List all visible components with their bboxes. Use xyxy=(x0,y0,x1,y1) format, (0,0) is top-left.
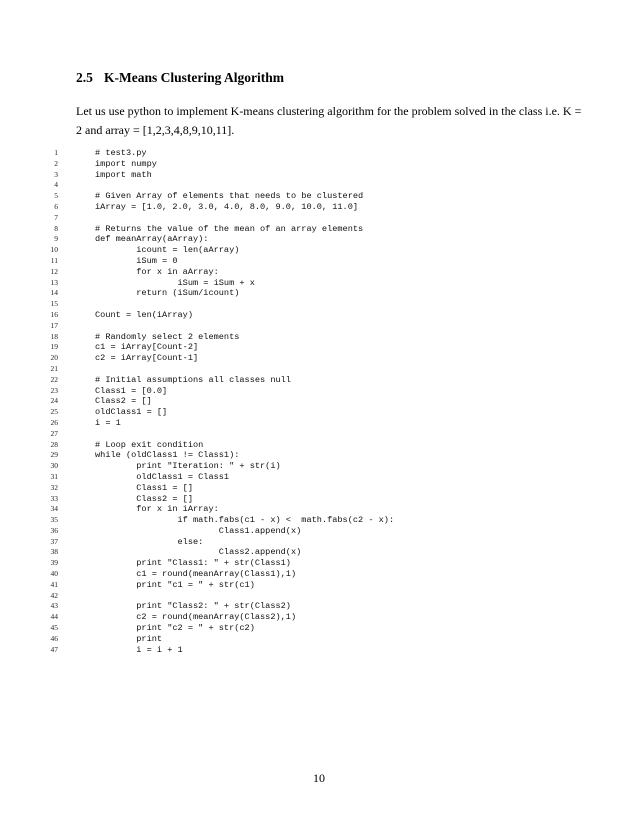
line-number: 9 xyxy=(54,234,58,244)
code-text: c1 = round(meanArray(Class1),1) xyxy=(95,569,297,580)
line-number: 1 xyxy=(54,148,58,157)
code-line xyxy=(0,332,638,343)
code-line xyxy=(0,450,638,461)
code-line xyxy=(0,224,638,235)
page-number: 10 xyxy=(313,771,325,785)
code-line xyxy=(0,472,638,483)
code-text: oldClass1 = [] xyxy=(95,407,168,418)
line-number: 22 xyxy=(50,374,58,384)
code-line xyxy=(0,515,638,526)
line-number: 40 xyxy=(50,569,58,579)
code-line xyxy=(0,234,638,245)
code-line xyxy=(0,418,638,429)
line-number: 37 xyxy=(50,536,58,546)
code-text: # test3.py xyxy=(95,148,147,158)
line-number: 45 xyxy=(50,623,58,633)
line-number: 23 xyxy=(50,385,58,395)
line-number: 25 xyxy=(50,407,58,417)
line-number: 16 xyxy=(50,309,58,319)
code-text: Count = len(iArray) xyxy=(95,309,193,320)
code-text: i = i + 1 xyxy=(95,644,183,655)
section-title: K-Means Clustering Algorithm xyxy=(104,70,284,85)
line-number: 11 xyxy=(50,255,58,265)
code-line xyxy=(0,148,638,159)
code-line xyxy=(0,267,638,278)
code-text: def meanArray(aArray): xyxy=(95,234,209,245)
code-text: Class1 = [0.0] xyxy=(95,385,168,396)
code-line xyxy=(0,645,638,656)
code-text: Class1 = [] xyxy=(95,482,193,493)
code-line xyxy=(0,504,638,515)
code-line xyxy=(0,558,638,569)
code-text: # Given Array of elements that needs to be clustered xyxy=(95,191,364,202)
code-line xyxy=(0,256,638,267)
line-number: 31 xyxy=(50,471,58,481)
code-listing xyxy=(0,148,638,655)
intro-paragraph: Let us use python to implement K-means clustering algorithm for the problem solved in the class i.e. K = 2 and array = [1,2,3,4,8,9,10,11]. xyxy=(76,104,582,137)
code-text: else: xyxy=(95,536,204,547)
line-number: 8 xyxy=(54,223,58,233)
line-number: 41 xyxy=(50,579,58,589)
line-number: 30 xyxy=(50,461,58,471)
line-number: 38 xyxy=(50,547,58,557)
code-text: iArray = [1.0, 2.0, 3.0, 4.0, 8.0, 9.0, 10.0, 11.0] xyxy=(95,201,359,212)
line-number: 4 xyxy=(54,180,58,190)
code-line xyxy=(0,547,638,558)
code-text: c2 = iArray[Count-1] xyxy=(95,353,199,364)
line-number: 47 xyxy=(50,644,58,654)
line-number: 35 xyxy=(50,515,58,525)
line-number: 44 xyxy=(50,612,58,622)
code-text: icount = len(aArray) xyxy=(95,245,240,256)
code-line xyxy=(0,494,638,505)
code-text: # Loop exit condition xyxy=(95,439,204,450)
code-line xyxy=(0,569,638,580)
code-text: Class2.append(x) xyxy=(95,547,302,558)
code-line xyxy=(0,429,638,440)
code-line xyxy=(0,310,638,321)
code-text: iSum = iSum + x xyxy=(95,277,255,288)
line-number: 7 xyxy=(54,212,58,222)
line-number: 19 xyxy=(50,342,58,352)
code-line xyxy=(0,591,638,602)
code-line xyxy=(0,601,638,612)
code-line xyxy=(0,364,638,375)
line-number: 34 xyxy=(50,504,58,514)
line-number: 26 xyxy=(50,417,58,427)
code-text: # Initial assumptions all classes null xyxy=(95,374,291,385)
code-text: # Returns the value of the mean of an array elements xyxy=(95,223,364,234)
code-line xyxy=(0,353,638,364)
code-line xyxy=(0,407,638,418)
code-text: Class2 = [] xyxy=(95,396,152,407)
line-number: 18 xyxy=(50,331,58,341)
code-line xyxy=(0,386,638,397)
code-text: print "Class2: " + str(Class2) xyxy=(95,601,291,612)
code-text: return (iSum/icount) xyxy=(95,288,240,299)
line-number: 12 xyxy=(50,266,58,276)
code-text: for x in iArray: xyxy=(95,504,219,515)
code-line xyxy=(0,321,638,332)
code-line xyxy=(0,537,638,548)
code-line xyxy=(0,159,638,170)
code-text: if math.fabs(c1 - x) < math.fabs(c2 - x): xyxy=(95,515,395,526)
code-line xyxy=(0,461,638,472)
line-number: 24 xyxy=(50,396,58,406)
line-number: 5 xyxy=(54,191,58,201)
line-number: 36 xyxy=(50,525,58,535)
line-number: 3 xyxy=(54,169,58,179)
line-number: 27 xyxy=(50,428,58,438)
code-text: Class2 = [] xyxy=(95,493,193,504)
code-line xyxy=(0,483,638,494)
code-line xyxy=(0,180,638,191)
code-text: oldClass1 = Class1 xyxy=(95,471,230,482)
line-number: 10 xyxy=(50,245,58,255)
line-number: 43 xyxy=(50,601,58,611)
line-number: 32 xyxy=(50,482,58,492)
line-number: 46 xyxy=(50,633,58,643)
code-line xyxy=(0,278,638,289)
code-line xyxy=(0,191,638,202)
code-line xyxy=(0,288,638,299)
code-text: while (oldClass1 != Class1): xyxy=(95,450,240,461)
section-heading xyxy=(76,70,284,86)
line-number: 20 xyxy=(50,353,58,363)
code-line xyxy=(0,299,638,310)
code-line xyxy=(0,245,638,256)
line-number: 29 xyxy=(50,450,58,460)
code-text: import numpy xyxy=(95,158,157,169)
code-text: print "c2 = " + str(c2) xyxy=(95,623,255,634)
code-text: for x in aArray: xyxy=(95,266,219,277)
code-text: Class1.append(x) xyxy=(95,525,302,536)
code-line xyxy=(0,213,638,224)
code-line xyxy=(0,580,638,591)
code-line xyxy=(0,342,638,353)
code-line xyxy=(0,440,638,451)
code-line xyxy=(0,634,638,645)
code-line xyxy=(0,375,638,386)
line-number: 14 xyxy=(50,288,58,298)
code-line xyxy=(0,170,638,181)
line-number: 13 xyxy=(50,277,58,287)
line-number: 28 xyxy=(50,439,58,449)
section-number: 2.5 xyxy=(76,70,93,85)
code-line xyxy=(0,202,638,213)
code-text: c2 = round(meanArray(Class2),1) xyxy=(95,612,297,623)
code-text: i = 1 xyxy=(95,417,121,428)
code-text: iSum = 0 xyxy=(95,255,178,266)
code-line xyxy=(0,623,638,634)
line-number: 15 xyxy=(50,299,58,309)
code-text: import math xyxy=(95,169,152,180)
line-number: 6 xyxy=(54,201,58,211)
code-line xyxy=(0,526,638,537)
code-text: print "c1 = " + str(c1) xyxy=(95,579,255,590)
line-number: 21 xyxy=(50,363,58,373)
code-text: c1 = iArray[Count-2] xyxy=(95,342,199,353)
code-line xyxy=(0,612,638,623)
code-text: print xyxy=(95,633,163,644)
line-number: 42 xyxy=(50,590,58,600)
line-number: 39 xyxy=(50,558,58,568)
line-number: 17 xyxy=(50,320,58,330)
code-text: print "Iteration: " + str(i) xyxy=(95,461,281,472)
code-text: print "Class1: " + str(Class1) xyxy=(95,558,291,569)
line-number: 33 xyxy=(50,493,58,503)
line-number: 2 xyxy=(54,158,58,168)
code-line xyxy=(0,396,638,407)
code-text: # Randomly select 2 elements xyxy=(95,331,240,342)
